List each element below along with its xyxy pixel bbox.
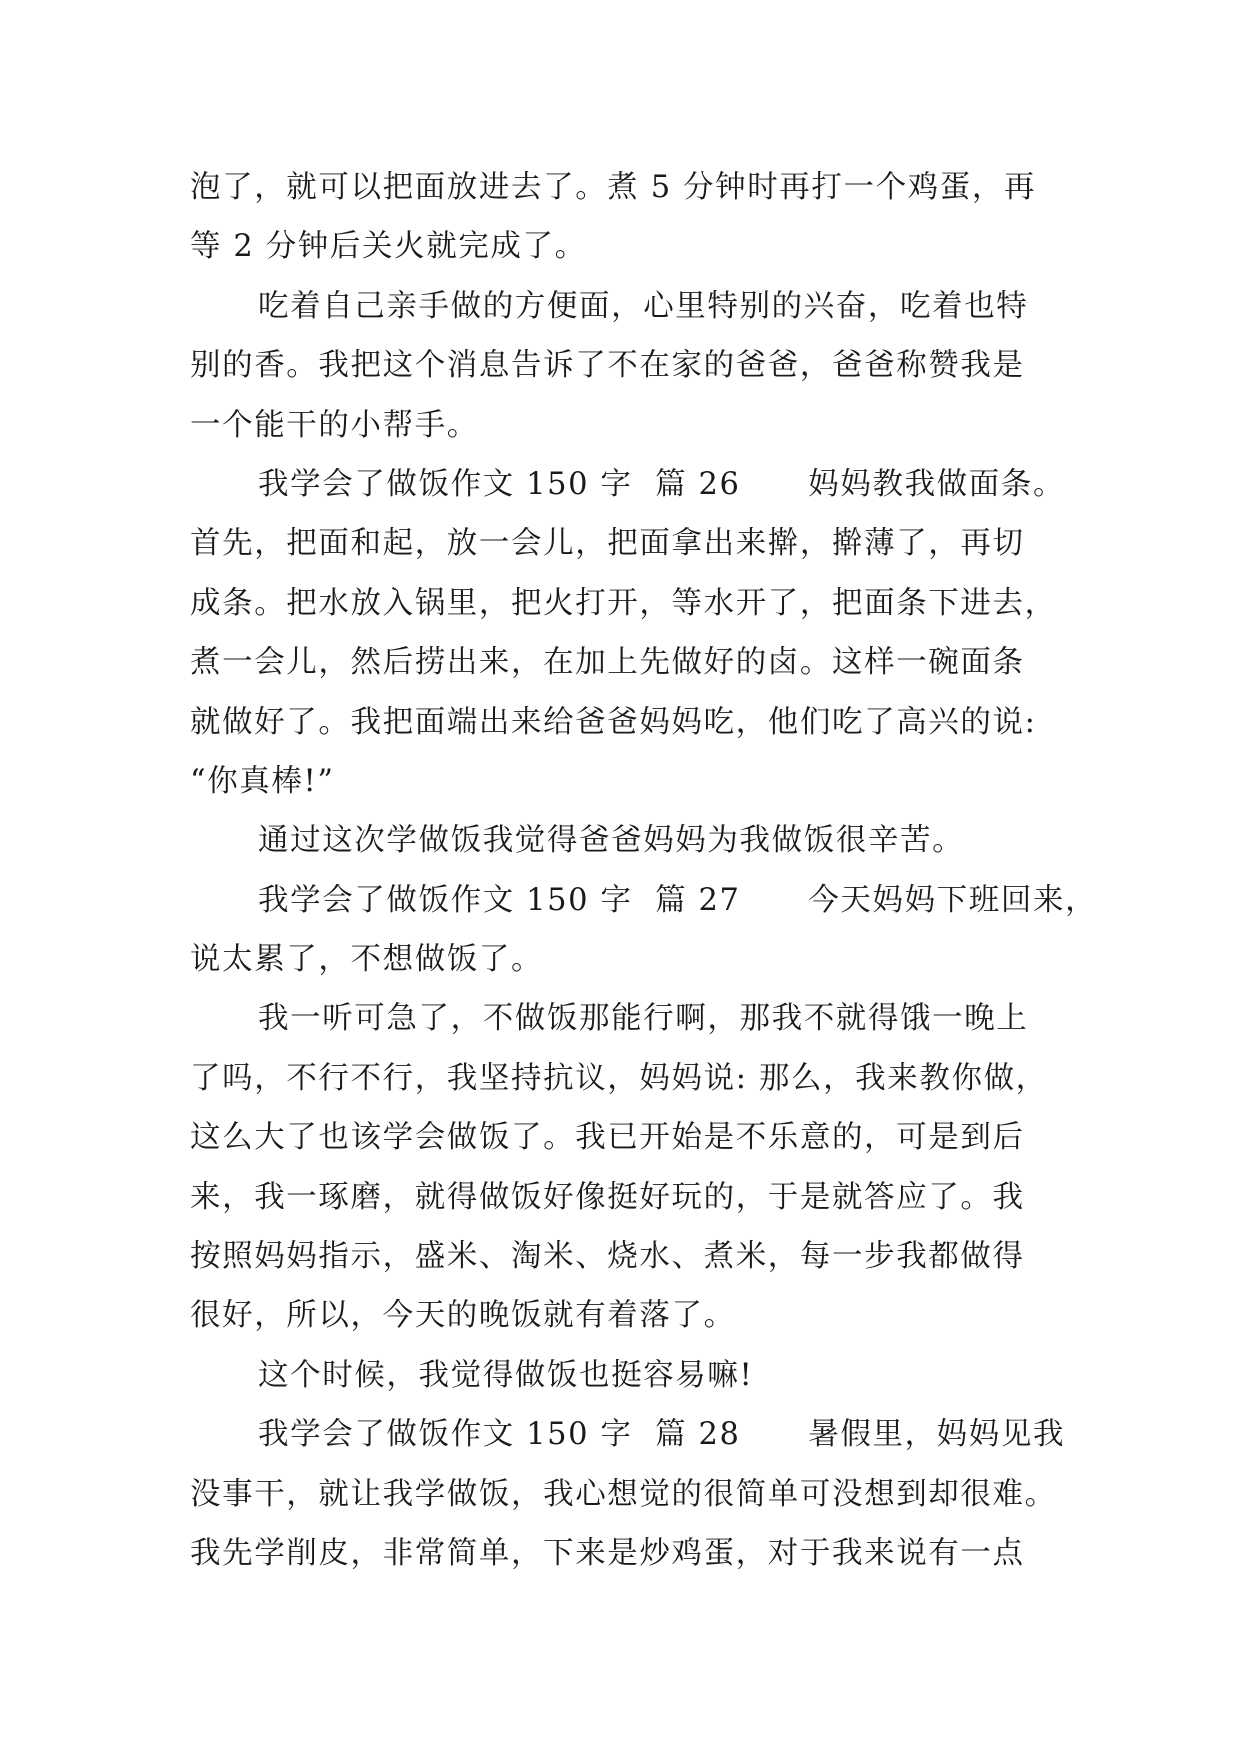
- text-line-24: 我先学削皮，非常简单，下来是炒鸡蛋，对于我来说有一点: [190, 1535, 1025, 1571]
- text-line-8: 成条。把水放入锅里，把火打开，等水开了，把面条下进去，: [190, 585, 1057, 621]
- text-line-3: 吃着自己亲手做的方便面，心里特别的兴奋，吃着也特: [258, 288, 1029, 324]
- text-line-9: 煮一会儿，然后捞出来，在加上先做好的卤。这样一碗面条: [190, 645, 1025, 681]
- text-line-14: 说太累了，不想做饭了。: [190, 942, 544, 978]
- text-line-4: 别的香。我把这个消息告诉了不在家的爸爸，爸爸称赞我是: [190, 348, 1025, 384]
- section-heading-28: 我学会了做饭作文 150 字 篇 28 暑假里，妈妈见我: [258, 1417, 1066, 1453]
- section-heading-27: 我学会了做饭作文 150 字 篇 27 今天妈妈下班回来，: [258, 882, 1098, 918]
- text-line-17: 这么大了也该学会做饭了。我已开始是不乐意的，可是到后: [190, 1120, 1025, 1156]
- text-line-20: 很好，所以，今天的晚饭就有着落了。: [190, 1298, 736, 1334]
- text-line-5: 一个能干的小帮手。: [190, 407, 479, 443]
- text-line-10: 就做好了。我把面端出来给爸爸妈妈吃，他们吃了高兴的说:: [190, 704, 1037, 740]
- text-line-12: 通过这次学做饭我觉得爸爸妈妈为我做饭很辛苦。: [258, 823, 965, 859]
- text-line-15: 我一听可急了，不做饭那能行啊，那我不就得饿一晚上: [258, 1001, 1029, 1037]
- text-line-7: 首先，把面和起，放一会儿，把面拿出来擀，擀薄了，再切: [190, 526, 1025, 562]
- text-line-16: 了吗，不行不行，我坚持抗议，妈妈说: 那么，我来教你做，: [190, 1060, 1048, 1096]
- section-heading-26: 我学会了做饭作文 150 字 篇 26 妈妈教我做面条。: [258, 466, 1066, 502]
- essay-body: [190, 158, 1098, 1583]
- text-line-21: 这个时候，我觉得做饭也挺容易嘛!: [258, 1357, 754, 1393]
- text-line-23: 没事干，就让我学做饭，我心想觉的很简单可没想到却很难。: [190, 1476, 1057, 1512]
- text-line-18: 来，我一琢磨，就得做饭好像挺好玩的，于是就答应了。我: [190, 1179, 1025, 1215]
- text-line-11: “你真棒!”: [190, 763, 335, 799]
- text-line-19: 按照妈妈指示，盛米、淘米、烧水、煮米，每一步我都做得: [190, 1239, 1025, 1275]
- text-line-1: 泡了，就可以把面放进去了。煮 5 分钟时再打一个鸡蛋，再: [190, 170, 1037, 205]
- text-line-2: 等 2 分钟后关火就完成了。: [190, 229, 587, 265]
